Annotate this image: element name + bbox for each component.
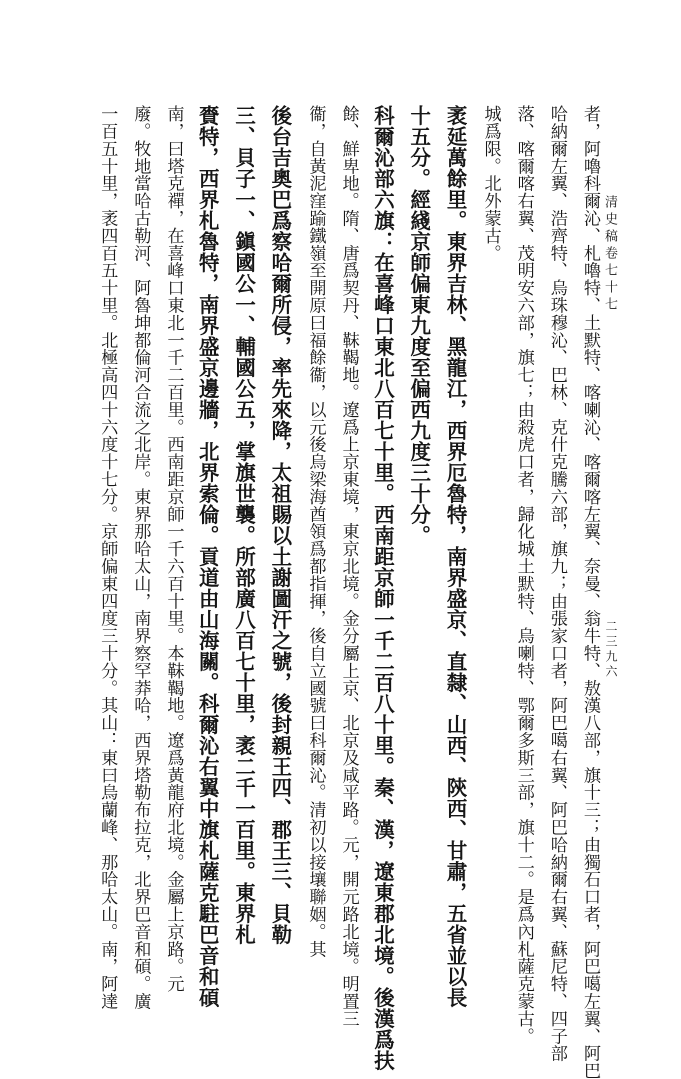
page-number: 二三九六 xyxy=(604,620,618,680)
text-column: 者，阿嚕科爾沁、札嚕特、土默特、喀喇沁、喀爾喀左翼、奈曼、翁牛特、敖漢八部，旗十三；由獨石口者，阿巴噶左翼、阿巴 xyxy=(579,105,600,1079)
text-column: 城爲限。北外蒙古。 xyxy=(480,105,501,262)
text-column: 餘、鮮卑地。隋、唐爲契丹、靺鞨地。遼爲上京東境，東京北境。金分屬上京、北京及咸平路。元，開元路北境。明置三 xyxy=(338,105,359,1028)
text-body xyxy=(97,105,600,1079)
text-column: 南，曰塔克禪，在喜峰口東北一千二百里。西南距京師一千六百十里。本靺鞨地。遼爲黃龍府北境。金屬上京路。元 xyxy=(163,105,184,993)
book-title: 清史稿卷七十七 xyxy=(602,195,617,314)
text-column: 三、貝子一、鎭國公一、輔國公五，掌旗世襲。所部廣八百七十里，袤二千一百里。東界札 xyxy=(232,105,257,945)
text-column: 一百五十里，袤四百五十里。北極高四十六度十七分。京師偏東四度三十分。其山：東曰烏蘭峰、那哈太山。南，阿達 xyxy=(97,105,118,1010)
text-column: 廢。牧地當哈古勒河、阿魯坤都倫河合流之北岸。東界那哈太山，南界察罕莽哈，西界塔勒布拉克，北界巴音和碩。廣 xyxy=(130,105,151,1010)
text-column: 衞，自黃泥窪踰鐵嶺至開原曰福餘衞，以元後烏梁海酋領爲都指揮，後自立國號曰科爾沁。清初以接壤聯姻。其 xyxy=(305,105,326,958)
text-column: 科爾沁部六旗：在喜峰口東北八百七十里。西南距京師一千二百八十里。秦、漢，遼東郡北境。後漢爲扶 xyxy=(370,105,395,1071)
text-column: 袤延萬餘里。東界吉林、黑龍江，西界厄魯特，南界盛京、直隸、山西、陝西、甘肅，五省並以長 xyxy=(443,105,468,1008)
text-column: 哈納爾左翼、浩齊特、烏珠穆沁、巴林、克什克騰六部，旗九；由張家口者，阿巴噶右翼、阿巴哈納爾右翼、蘇尼特、四子部 xyxy=(546,105,567,1062)
text-column: 十五分。經綫京師偏東九度至偏西九度三十分。 xyxy=(407,105,432,546)
text-column: 賚特，西界札魯特，南界盛京邊牆，北界索倫。貢道由山海關。科爾沁右翼中旗札薩克駐巴音和碩 xyxy=(195,105,220,1008)
text-column: 落、喀爾喀右翼、茂明安六部，旗七；由殺虎口者，歸化城土默特、烏喇特、鄂爾多斯三部，旗十二。是爲內札薩克蒙古。 xyxy=(513,105,534,1045)
text-column: 後台吉奧巴爲察哈爾所侵，率先來降，太祖賜以土謝圖汗之號，後封親王四、郡王三、貝勒 xyxy=(268,105,293,945)
